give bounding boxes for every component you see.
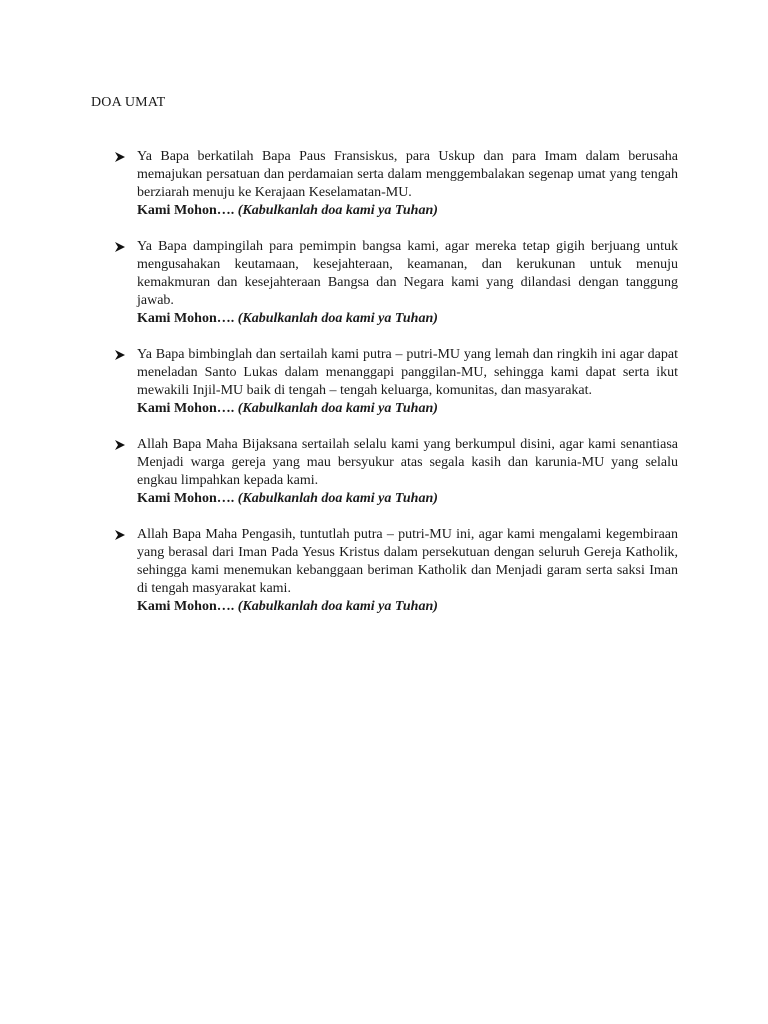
- response-answer: (Kabulkanlah doa kami ya Tuhan): [237, 203, 438, 218]
- prayer-response: [137, 598, 678, 616]
- prayer-response: [137, 490, 678, 508]
- arrowhead-bullet-icon: [114, 151, 126, 163]
- prayer-item: [0, 148, 768, 220]
- document-title: DOA UMAT: [91, 95, 166, 110]
- response-answer: (Kabulkanlah doa kami ya Tuhan): [237, 599, 438, 614]
- prayer-item: [0, 238, 768, 328]
- prayer-text: Ya Bapa berkatilah Bapa Paus Fransiskus, para Uskup dan para Imam dalam berusaha memajukan persatuan dan perdamaian serta dalam menggembalakan segenap umat yang tengah berziarah menuju ke Kerajaan Keselamatan-MU.: [137, 149, 678, 200]
- prayer-text: Allah Bapa Maha Bijaksana sertailah selalu kami yang berkumpul disini, agar kami senantiasa Menjadi warga gereja yang mau bersyukur atas segala kasih dan karunia-MU yang selalu engkau limpahkan kepada kami.: [137, 437, 678, 488]
- prayer-item: [0, 436, 768, 508]
- response-answer: (Kabulkanlah doa kami ya Tuhan): [237, 401, 438, 416]
- response-answer: (Kabulkanlah doa kami ya Tuhan): [237, 491, 438, 506]
- arrowhead-bullet-icon: [114, 349, 126, 361]
- prayer-text: Ya Bapa dampingilah para pemimpin bangsa kami, agar mereka tetap gigih berjuang untuk mengusahakan keutamaan, kesejahteraan, keamanan, dan kerukunan untuk menuju kemakmuran dan kesejahteraan Bangsa dan Negara kami yang dilandasi dengan tanggung jawab.: [137, 239, 678, 308]
- prayer-text: Ya Bapa bimbinglah dan sertailah kami putra – putri-MU yang lemah dan ringkih ini agar dapat meneladan Santo Lukas dalam menanggapi panggilan-MU, sehingga kami dapat serta ikut mewakili Injil-MU baik di tengah – tengah keluarga, komunitas, dan masyarakat.: [137, 347, 678, 398]
- response-answer: (Kabulkanlah doa kami ya Tuhan): [237, 311, 438, 326]
- prayer-list: [0, 148, 768, 634]
- prayer-item: [0, 526, 768, 616]
- response-lead: Kami Mohon….: [137, 401, 235, 416]
- response-lead: Kami Mohon….: [137, 491, 235, 506]
- prayer-response: [137, 202, 678, 220]
- response-lead: Kami Mohon….: [137, 599, 235, 614]
- arrowhead-bullet-icon: [114, 439, 126, 451]
- prayer-response: [137, 400, 678, 418]
- prayer-item: [0, 346, 768, 418]
- prayer-response: [137, 310, 678, 328]
- response-lead: Kami Mohon….: [137, 203, 235, 218]
- response-lead: Kami Mohon….: [137, 311, 235, 326]
- prayer-text: Allah Bapa Maha Pengasih, tuntutlah putra – putri-MU ini, agar kami mengalami kegembiraan yang berasal dari Iman Pada Yesus Kristus dalam persekutuan dengan seluruh Gereja Katholik, sehingga kami menemukan kebanggaan beriman Katholik dan Menjadi garam serta saksi Iman di tengah masyarakat kami.: [137, 527, 678, 596]
- arrowhead-bullet-icon: [114, 241, 126, 253]
- arrowhead-bullet-icon: [114, 529, 126, 541]
